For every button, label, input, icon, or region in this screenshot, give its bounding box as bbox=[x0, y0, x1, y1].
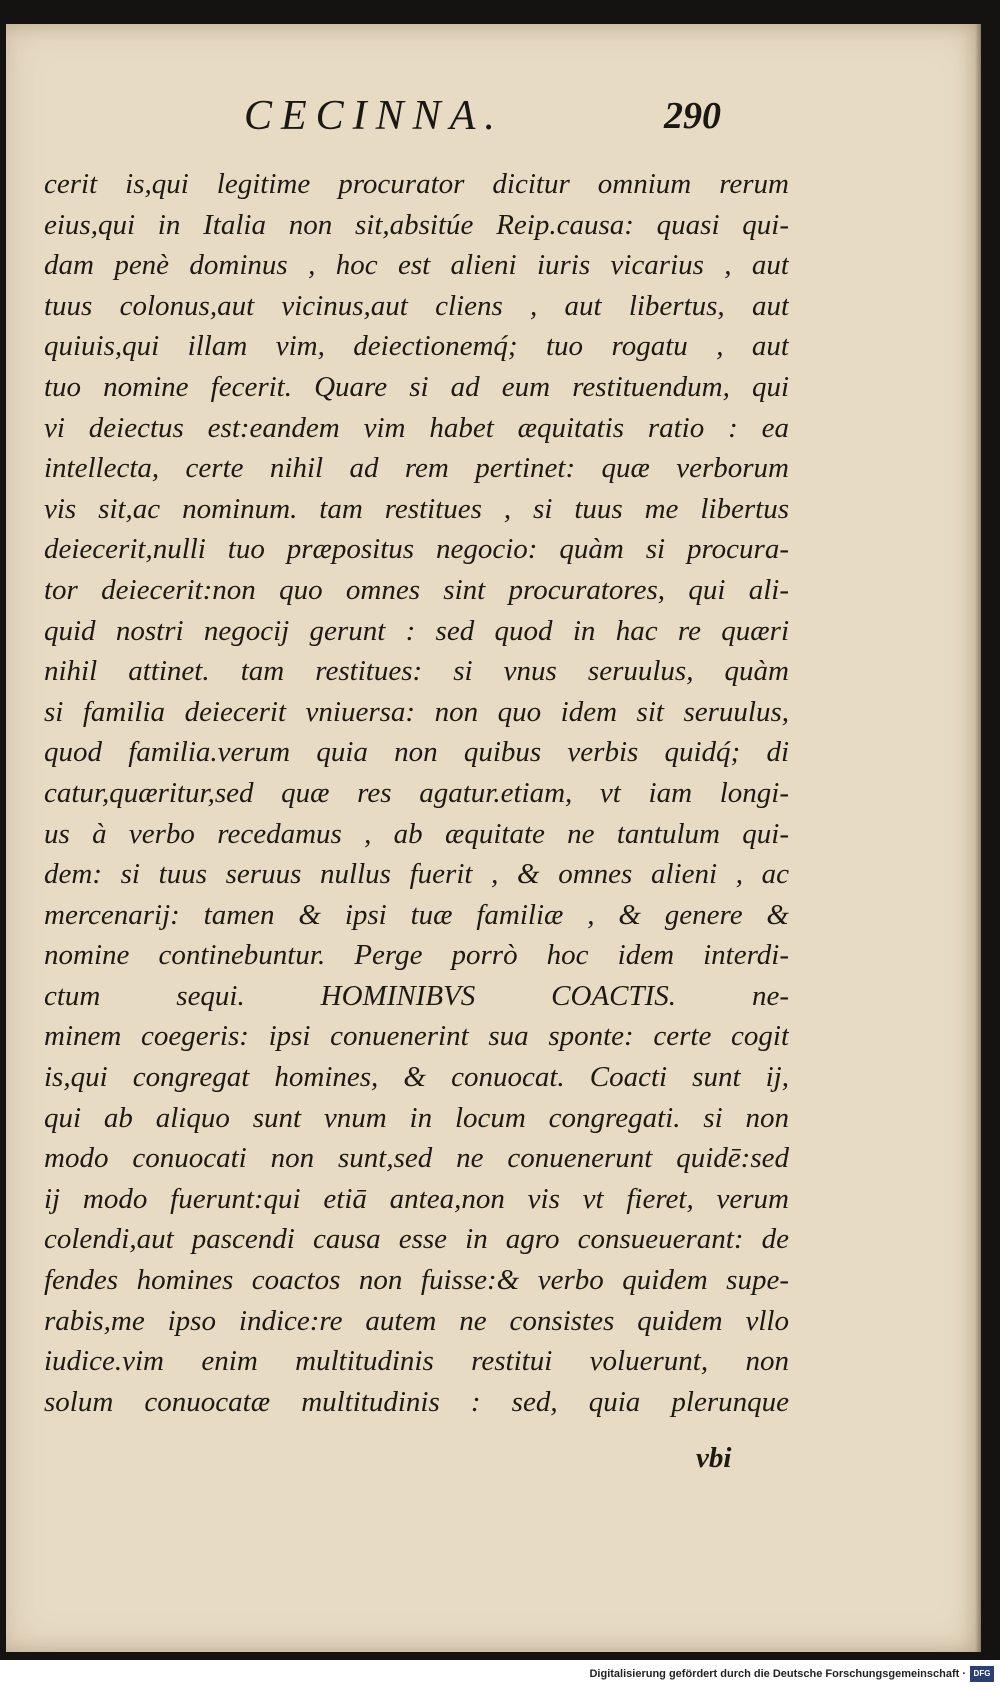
text-line: dem: si tuus seruus nullus fuerit , & omnes alieni , ac bbox=[44, 858, 789, 891]
text-line: intellecta, certe nihil ad rem pertinet: quæ verborum bbox=[44, 452, 789, 485]
text-line: tuus colonus,aut vicinus,aut cliens , aut libertus, aut bbox=[44, 289, 789, 322]
text-line: si familia deiecerit vniuersa: non quo idem sit seruulus, bbox=[44, 695, 789, 728]
text-line: qui ab aliquo sunt vnum in locum congregati. si non bbox=[44, 1101, 789, 1134]
text-line: quod familia.verum quia non quibus verbis quidq́; di bbox=[44, 736, 789, 769]
text-line: catur,quæritur,sed quæ res agatur.etiam, vt iam longi- bbox=[44, 776, 789, 809]
page-number: 290 bbox=[664, 95, 721, 137]
funding-credit: Digitalisierung gefördert durch die Deutsche Forschungsgemeinschaft · bbox=[589, 1668, 966, 1680]
text-line: nomine continebuntur. Perge porrò hoc idem interdi- bbox=[44, 939, 789, 972]
text-line: tuo nomine fecerit. Quare si ad eum restituendum, qui bbox=[44, 370, 789, 403]
digitization-footer bbox=[0, 1660, 1000, 1691]
text-line: modo conuocati non sunt,sed ne conuenerunt quidē:sed bbox=[44, 1142, 789, 1175]
text-line: vi deiectus est:eandem vim habet æquitatis ratio : ea bbox=[44, 411, 789, 444]
running-title: CECINNA. bbox=[244, 93, 504, 139]
text-line: iudice.vim enim multitudinis restitui voluerunt, non bbox=[44, 1345, 789, 1378]
text-line: nihil attinet. tam restitues: si vnus seruulus, quàm bbox=[44, 655, 789, 688]
text-line: tor deiecerit:non quo omnes sint procuratores, qui ali- bbox=[44, 573, 789, 606]
body-text bbox=[44, 164, 789, 1422]
text-line: eius,qui in Italia non sit,absitúe Reip.causa: quasi qui- bbox=[44, 208, 789, 241]
text-line: dam penè dominus , hoc est alieni iuris vicarius , aut bbox=[44, 249, 789, 282]
catchword: vbi bbox=[696, 1442, 732, 1474]
text-line: rabis,me ipso indice:re autem ne consistes quidem vllo bbox=[44, 1304, 789, 1337]
text-line: vis sit,ac nominum. tam restitues , si tuus me libertus bbox=[44, 492, 789, 525]
text-line: cerit is,qui legitime procurator dicitur omnium rerum bbox=[44, 168, 789, 200]
text-line: solum conuocatæ multitudinis : sed, quia plerunque bbox=[44, 1385, 789, 1418]
running-head bbox=[6, 92, 981, 162]
dfg-logo-icon: DFG bbox=[970, 1666, 994, 1682]
text-line: us à verbo recedamus , ab æquitate ne tantulum qui- bbox=[44, 817, 789, 850]
text-line: ctum sequi. HOMINIBVS COACTIS. ne- bbox=[44, 979, 789, 1012]
text-line: fendes homines coactos non fuisse:& verbo quidem supe- bbox=[44, 1264, 789, 1297]
text-line: minem coegeris: ipsi conuenerint sua sponte: certe cogit bbox=[44, 1020, 789, 1053]
text-line: mercenarij: tamen & ipsi tuæ familiæ , & genere & bbox=[44, 898, 789, 931]
text-line: colendi,aut pascendi causa esse in agro consueuerant: de bbox=[44, 1223, 789, 1256]
text-line: quid nostri negocij gerunt : sed quod in hac re quæri bbox=[44, 614, 789, 647]
text-line: is,qui congregat homines, & conuocat. Coacti sunt ij, bbox=[44, 1061, 789, 1094]
text-line: deiecerit,nulli tuo præpositus negocio: quàm si procura- bbox=[44, 533, 789, 566]
text-line: ij modo fuerunt:qui etiā antea,non vis vt fieret, verum bbox=[44, 1182, 789, 1215]
text-line: quiuis,qui illam vim, deiectionemq́; tuo rogatu , aut bbox=[44, 330, 789, 363]
book-page bbox=[6, 24, 981, 1652]
